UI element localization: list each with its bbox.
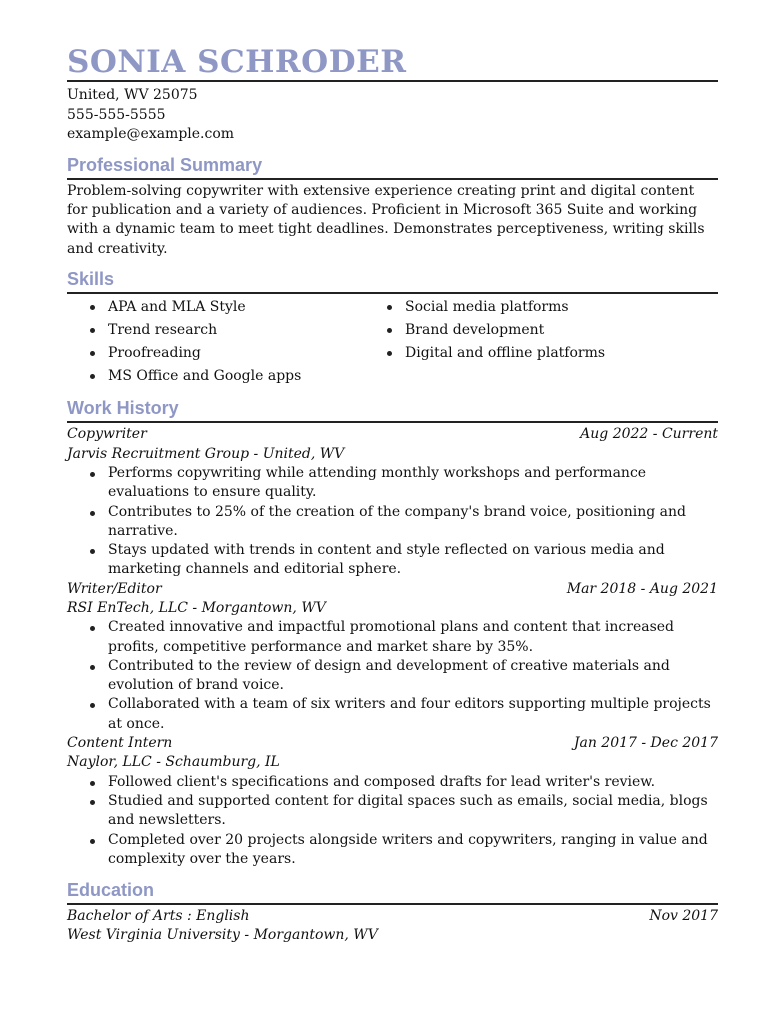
job-bullet: Studied and supported content for digital spaces such as emails, social media, blogs and newsletters. — [67, 792, 718, 831]
job-bullet: Contributes to 25% of the creation of the company's brand voice, positioning and narrative. — [67, 503, 718, 542]
summary-text: Problem-solving copywriter with extensive experience creating print and digital content for publication and a variety of audiences. Proficient in Microsoft 365 Suite and working with a dynamic team to meet tight deadlines. Demonstrates perceptiveness, writing skills and creativity. — [67, 182, 705, 257]
skills-rule — [67, 292, 718, 294]
skill-item: Trend research — [67, 319, 364, 342]
job-title: Content Intern — [67, 735, 173, 752]
skill-item: Digital and offline platforms — [364, 342, 605, 365]
contact-email: example@example.com — [67, 126, 235, 142]
contact-address: United, WV 25075 — [67, 87, 198, 103]
job-bullets — [67, 618, 718, 734]
work-rule — [67, 421, 718, 423]
degree: Bachelor of Arts : English — [67, 908, 250, 925]
education-entry — [67, 907, 718, 946]
skill-item: MS Office and Google apps — [67, 365, 364, 388]
job-org: Jarvis Recruitment Group - United, WV — [67, 445, 345, 462]
header-rule — [67, 80, 718, 82]
contact-phone: 555-555-5555 — [67, 106, 166, 123]
skills-column-2 — [364, 296, 605, 387]
job-bullet: Stays updated with trends in content and style reflected on various media and marketing channels and editorial sphere. — [67, 541, 718, 580]
job-bullet: Collaborated with a team of six writers and four editors supporting multiple projects at once. — [67, 695, 718, 734]
job-bullets — [67, 773, 718, 869]
education-heading: Education — [67, 880, 155, 901]
resume-page — [67, 44, 718, 946]
school: West Virginia University - Morgantown, WV — [67, 927, 378, 944]
summary-rule — [67, 178, 718, 180]
job-bullet: Completed over 20 projects alongside writers and copywriters, ranging in value and complexity over the years. — [67, 831, 718, 870]
job-dates: Aug 2022 - Current — [580, 426, 718, 443]
skills-list — [67, 296, 718, 387]
skill-item: Social media platforms — [364, 296, 605, 319]
job-org: RSI EnTech, LLC - Morgantown, WV — [67, 599, 326, 616]
job-entry — [67, 425, 718, 579]
job-dates: Jan 2017 - Dec 2017 — [573, 735, 718, 752]
candidate-name: SONIA SCHRODER — [67, 44, 407, 80]
skills-heading: Skills — [67, 269, 115, 290]
education-rule — [67, 903, 718, 905]
summary-heading: Professional Summary — [67, 154, 263, 175]
job-bullet: Contributed to the review of design and development of creative materials and evolution of brand voice. — [67, 657, 718, 696]
job-bullet: Performs copywriting while attending monthly workshops and performance evaluations to ensure quality. — [67, 464, 718, 503]
job-entry — [67, 734, 718, 869]
job-title: Writer/Editor — [67, 580, 162, 597]
job-bullets — [67, 464, 718, 580]
skills-column-1 — [67, 296, 364, 387]
education-date: Nov 2017 — [649, 908, 718, 925]
job-bullet: Followed client's specifications and composed drafts for lead writer's review. — [67, 773, 718, 792]
skill-item: Proofreading — [67, 342, 364, 365]
job-title: Copywriter — [67, 426, 147, 443]
job-org: Naylor, LLC - Schaumburg, IL — [67, 754, 280, 771]
work-heading: Work History — [67, 398, 179, 419]
job-bullet: Created innovative and impactful promotional plans and content that increased profits, competitive performance and market share by 35%. — [67, 618, 718, 657]
contact-block — [67, 86, 718, 145]
job-dates: Mar 2018 - Aug 2021 — [566, 580, 718, 597]
job-entry — [67, 580, 718, 734]
skill-item: Brand development — [364, 319, 605, 342]
skill-item: APA and MLA Style — [67, 296, 364, 319]
